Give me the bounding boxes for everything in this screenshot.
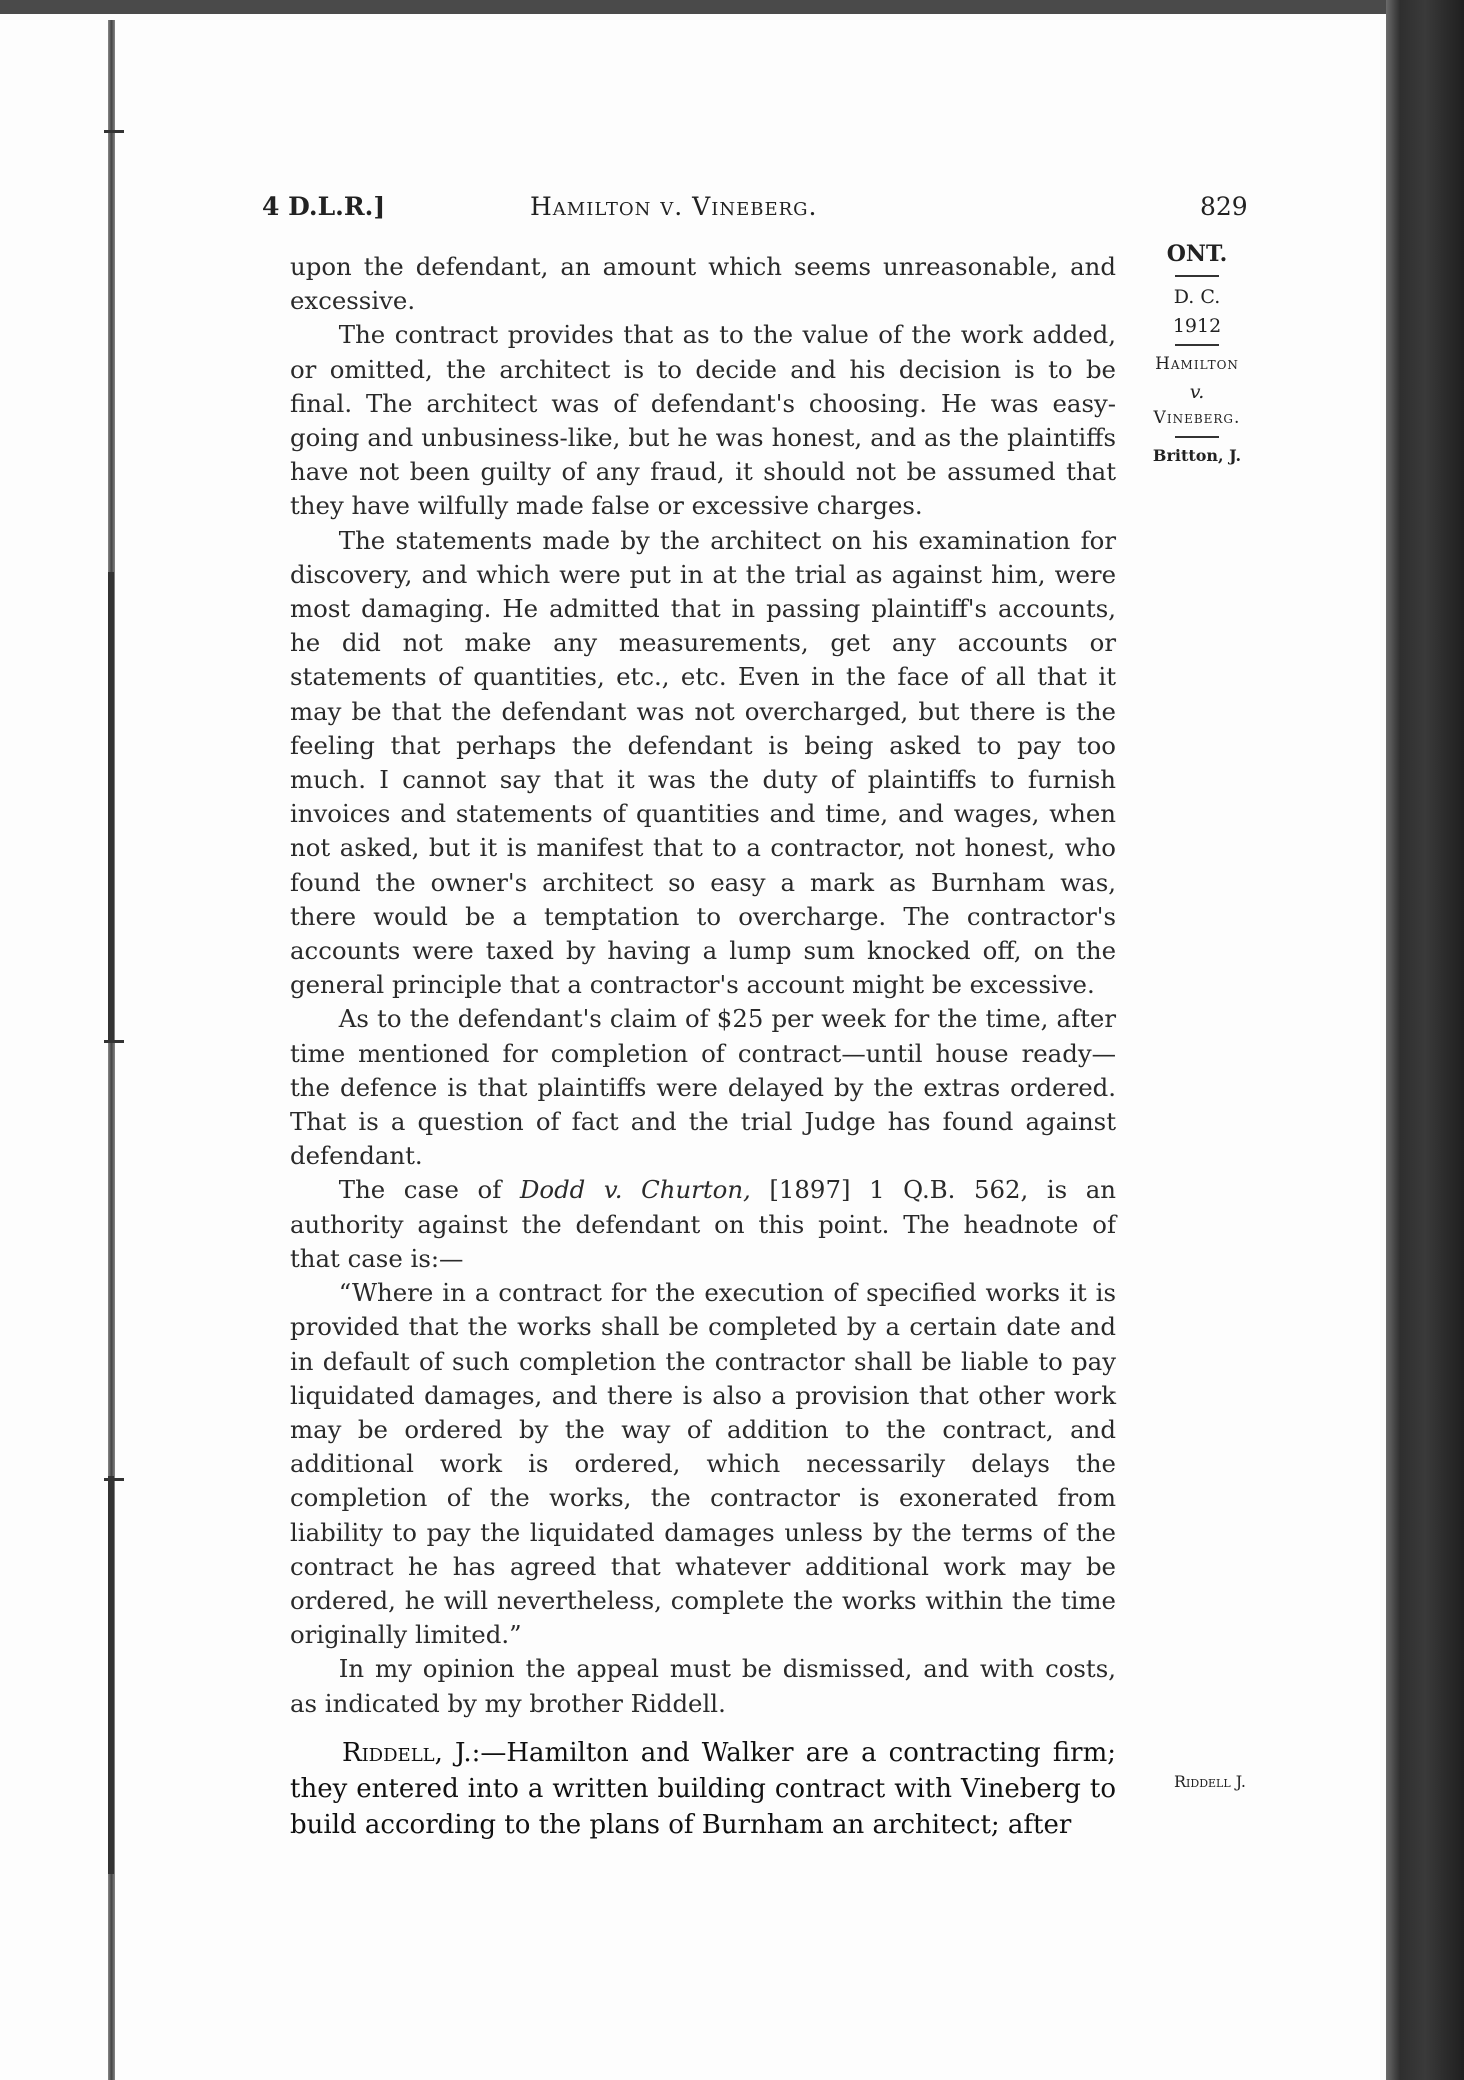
block-quote: “Where in a contract for the execution of specified works it is provided that the works shall be completed by a certain date and in default of such completion the contractor shall be liable to pay liquidated damages, and there is also a provision that other work may be ordered by the way of addition to the contract, and additional work is ordered, which necessarily delays the completion of the works, the contractor is exonerated from liability to pay the liquidated damages unless by the terms of the contract he has agreed that whatever additional work may be ordered, he will nevertheless, complete the works within the time originally limited.” — [290, 1278, 1116, 1650]
margin-rule — [1175, 436, 1219, 438]
text-run: :—Hamilton and Walker are a contracting firm; they entered into a written building contract with Vineberg to build according to the plans of Burnham an architect; after — [290, 1737, 1117, 1840]
paragraph: As to the defendant's claim of $25 per week for the time, after time mentioned for completion of contract—until house ready—the defence is that plaintiffs were delayed by the extras ordered. That is a question of fact and the trial Judge has found against defendant. — [290, 1004, 1116, 1171]
text-run: [1897] 1 Q.B. 562, is an authority against the defendant on this point. The headnote of that case is:— — [290, 1175, 1117, 1273]
judge-name-riddell: Riddell J. — [1174, 1772, 1247, 1791]
versus: v. — [1189, 380, 1205, 403]
paragraph: In my opinion the appeal must be dismissed, and with costs, as indicated by my brother Riddell. — [290, 1654, 1116, 1718]
margin-bracket — [108, 1476, 128, 1874]
margin-note — [1122, 238, 1272, 468]
court: D. C. — [1173, 286, 1221, 308]
paragraph: upon the defendant, an amount which seems unreasonable, and excessive. — [290, 252, 1116, 316]
book-spine-edge — [1386, 0, 1464, 2080]
jurisdiction: ONT. — [1166, 241, 1228, 267]
scan-top-edge — [0, 0, 1464, 14]
year: 1912 — [1172, 314, 1222, 337]
margin-rule — [1175, 344, 1219, 346]
judge-heading: Riddell, J. — [342, 1737, 472, 1768]
party-two: Vineberg. — [1153, 408, 1241, 428]
paragraph — [290, 1173, 1116, 1276]
text-run: The case of — [338, 1175, 520, 1205]
paragraph: The statements made by the architect on his examination for discovery, and which were put in at the trial as against him, were most damaging. He admitted that in passing plaintiff's accounts, he did not make any measurements, get any accounts or statements of quantities, etc., etc. Even in the face of all that it may be that the defendant was not overcharged, but there is the feeling that perhaps the defendant is being asked to pay too much. I cannot say that it was the duty of plaintiffs to furnish invoices and statements of quantities and time, and wages, when not asked, but it is manifest that to a contractor, not honest, who found the owner's architect so easy a mark as Burnham was, there would be a temptation to overcharge. The contractor's accounts were taxed by having a lump sum knocked off, on the general principle that a contractor's account might be excessive. — [290, 525, 1116, 1000]
margin-bracket — [108, 572, 128, 1042]
judge-name: Britton, J. — [1152, 445, 1242, 465]
binding-tick — [104, 130, 124, 133]
running-header — [0, 192, 1386, 232]
case-title: Hamilton v. Vineberg. — [530, 192, 818, 221]
paragraph: The contract provides that as to the value of the work added, or omitted, the architect is to decide and his decision is to be final. The architect was of defendant's choosing. He was easy-going and unbusiness-like, but he was honest, and as the plaintiffs have not been guilty of any fraud, it should not be assumed that they have wilfully made false or excessive charges. — [290, 320, 1116, 521]
case-citation: Dodd v. Churton, — [519, 1175, 751, 1205]
body-text — [290, 250, 1116, 1843]
volume-citation: 4 D.L.R.] — [262, 192, 386, 221]
binding-tick — [104, 1040, 124, 1043]
paragraph — [290, 1735, 1116, 1843]
party-one: Hamilton — [1155, 354, 1239, 374]
page-number: 829 — [1200, 192, 1248, 221]
margin-rule — [1175, 275, 1219, 277]
